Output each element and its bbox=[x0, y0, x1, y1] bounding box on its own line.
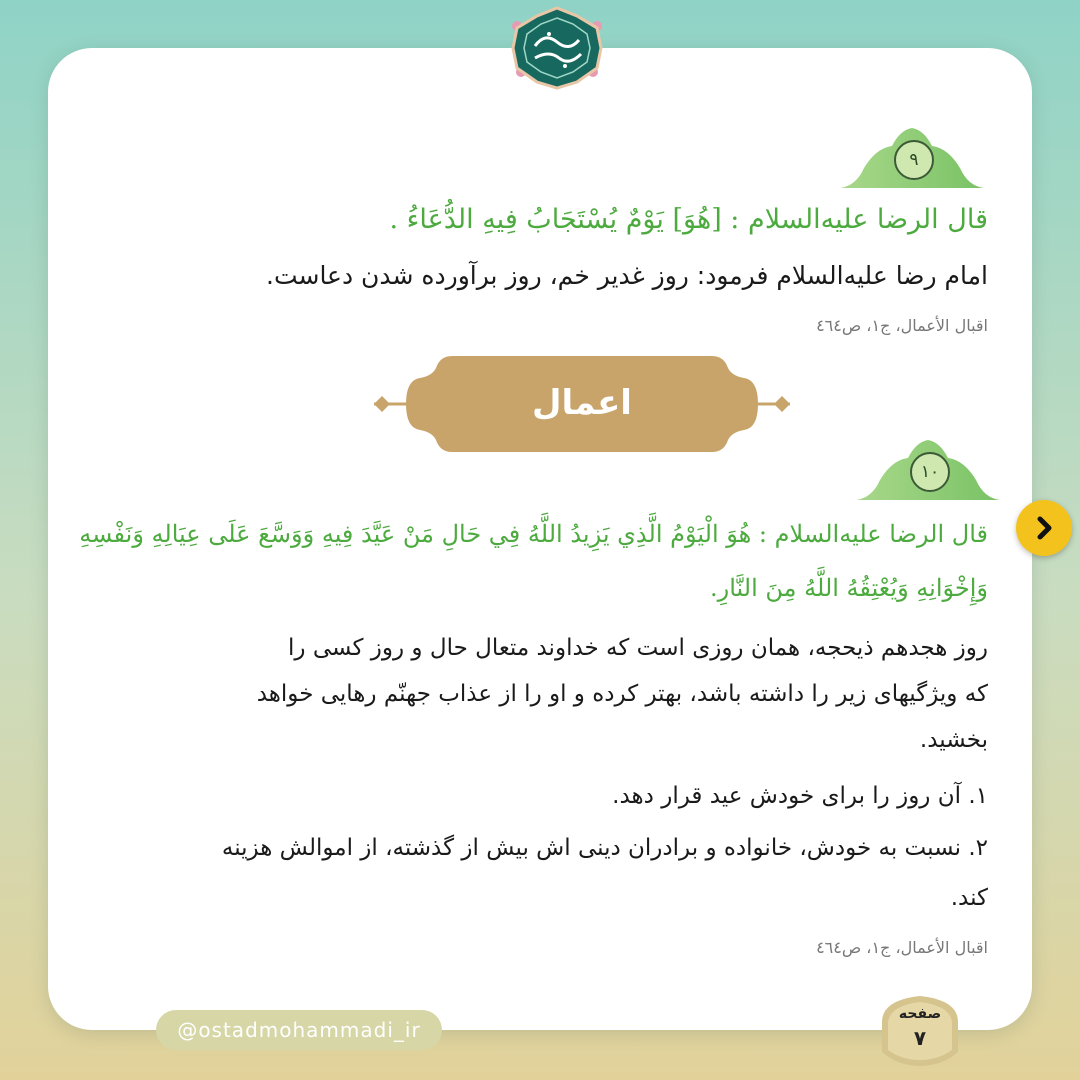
chevron-right-icon bbox=[1031, 515, 1057, 541]
hadith-persian-translation: امام رضا عليه‌السلام فرمود: روز غدیر خم، روز برآورده شدن دعاست. bbox=[266, 261, 988, 290]
hadith-arabic-line: قال الرضا عليه‌السلام : هُوَ الْيَوْمُ الَّذِي يَزِيدُ اللَّهُ فِي حَالِ مَنْ عَيَّدَ فِيهِ وَوَسَّعَ عَلَى عِيَالِهِ وَنَفْسِهِ bbox=[79, 520, 988, 548]
practice-item: ٢. نسبت به خودش، خانواده و برادران دینی اش بیش از گذشته، از اموالش هزینه bbox=[221, 835, 988, 861]
hadith-persian-line: بخشید. bbox=[919, 727, 988, 753]
hadith-number-badge bbox=[836, 126, 988, 190]
page-indicator bbox=[872, 992, 968, 1068]
hadith-persian-line: که ویژگیهای زیر را داشته باشد، بهتر کرده و او را از عذاب جهنّم رهایی خواهد bbox=[256, 681, 988, 707]
hadith-number-badge bbox=[852, 438, 1004, 502]
next-page-button[interactable] bbox=[1016, 500, 1072, 556]
hadith-source: اقبال الأعمال، ج١، ص٤٦٤ bbox=[816, 316, 988, 335]
page-label: صفحه bbox=[898, 1006, 942, 1022]
practice-item: ١. آن روز را برای خودش عید قرار دهد. bbox=[612, 783, 988, 809]
hadith-arabic-line: وَإِخْوَانِهِ وَيُعْتِقُهُ اللَّهُ مِنَ النَّارِ. bbox=[710, 574, 988, 602]
hadith-persian-line: روز هجدهم ذیحجه، همان روزی است که خداوند متعال حال و روز کسی را bbox=[288, 635, 988, 661]
hadith-arabic-text: قال الرضا عليه‌السلام : [هُوَ] يَوْمٌ يُسْتَجَابُ فِيهِ الدُّعَاءُ . bbox=[389, 204, 988, 235]
page-number: ٧ bbox=[913, 1026, 927, 1050]
hadith-number: ١٠ bbox=[910, 452, 950, 492]
social-handle: @ostadmohammadi_ir bbox=[156, 1010, 442, 1050]
hadith-source: اقبال الأعمال، ج١، ص٤٦٤ bbox=[816, 938, 988, 957]
section-title: اعمال bbox=[532, 383, 632, 423]
practice-item-continuation: کند. bbox=[950, 885, 988, 911]
hadith-number: ٩ bbox=[894, 140, 934, 180]
eid-ghadir-seal-icon bbox=[505, 6, 609, 90]
